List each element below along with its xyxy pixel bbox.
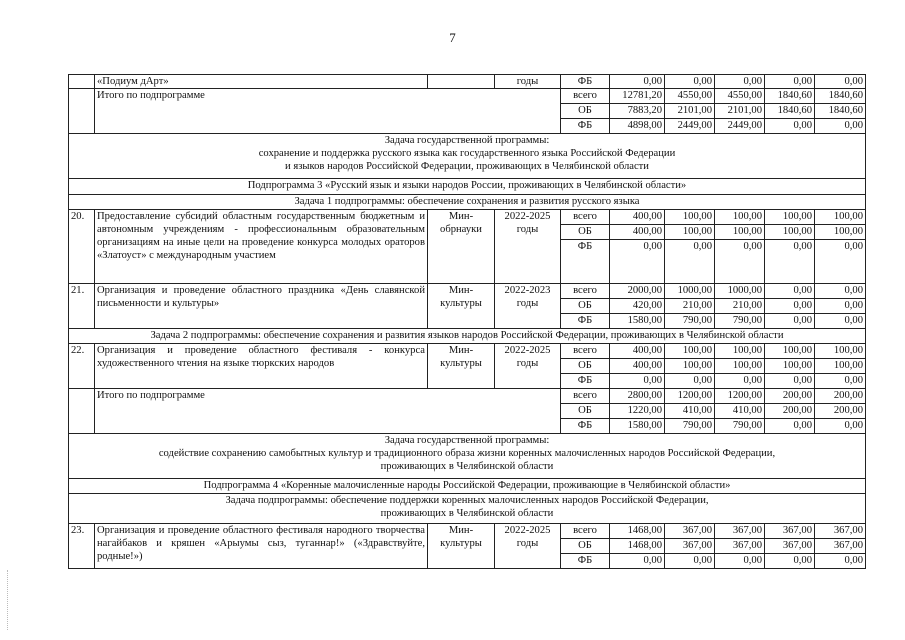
funding-source: ФБ	[561, 419, 610, 434]
subprogram-task	[69, 494, 866, 524]
amount-2024: 0,00	[765, 419, 815, 434]
amount-2025: 200,00	[815, 389, 866, 404]
funding-source: всего	[561, 389, 610, 404]
amount-2022: 410,00	[665, 404, 715, 419]
amount-2024: 100,00	[765, 225, 815, 240]
amount-2023: 210,00	[715, 299, 765, 314]
amount-2024: 0,00	[765, 554, 815, 569]
amount-total: 0,00	[610, 554, 665, 569]
period-cell: 2022-2025 годы	[495, 210, 561, 284]
amount-total: 400,00	[610, 210, 665, 225]
funding-source: всего	[561, 210, 610, 225]
task-heading: Задача государственной программы:	[384, 135, 550, 146]
amount-total: 4898,00	[610, 119, 665, 134]
row-number-cell: 21.	[69, 284, 95, 329]
amount-2023: 0,00	[715, 554, 765, 569]
table-row	[69, 284, 866, 299]
funding-source: ФБ	[561, 314, 610, 329]
amount-2023: 367,00	[715, 524, 765, 539]
amount-total: 0,00	[610, 75, 665, 89]
amount-2022: 100,00	[665, 210, 715, 225]
amount-2023: 1200,00	[715, 389, 765, 404]
scan-artifact	[7, 570, 9, 630]
amount-2024: 0,00	[765, 75, 815, 89]
amount-2024: 1840,60	[765, 89, 815, 104]
measure-name-cell: Организация и проведение областного фестиваля - конкурса художественного чтения на языке тюркских народов	[95, 344, 428, 389]
period-cell: 2022-2025 годы	[495, 524, 561, 569]
amount-2024: 0,00	[765, 119, 815, 134]
amount-2025: 100,00	[815, 344, 866, 359]
amount-total: 420,00	[610, 299, 665, 314]
program-funding-table	[68, 74, 866, 569]
row-number-cell: 20.	[69, 210, 95, 284]
amount-2022: 100,00	[665, 344, 715, 359]
amount-2022: 210,00	[665, 299, 715, 314]
amount-total: 1468,00	[610, 524, 665, 539]
amount-total: 1580,00	[610, 314, 665, 329]
amount-2025: 0,00	[815, 284, 866, 299]
amount-2022: 790,00	[665, 419, 715, 434]
amount-2024: 0,00	[765, 314, 815, 329]
section-heading-row	[69, 134, 866, 179]
amount-2023: 367,00	[715, 539, 765, 554]
amount-total: 400,00	[610, 225, 665, 240]
executor-cell: Мин-обрнауки	[428, 210, 495, 284]
amount-2022: 100,00	[665, 225, 715, 240]
executor-cell: Мин-культуры	[428, 284, 495, 329]
table-row	[69, 75, 866, 89]
total-label: Итого по подпрограмме	[95, 89, 561, 134]
amount-2023: 0,00	[715, 75, 765, 89]
funding-source: ОБ	[561, 104, 610, 119]
amount-2024: 367,00	[765, 539, 815, 554]
amount-2023: 4550,00	[715, 89, 765, 104]
amount-2025: 367,00	[815, 539, 866, 554]
amount-total: 12781,20	[610, 89, 665, 104]
amount-2024: 1840,60	[765, 104, 815, 119]
row-number-cell: 23.	[69, 524, 95, 569]
amount-total: 0,00	[610, 374, 665, 389]
amount-2023: 100,00	[715, 225, 765, 240]
amount-total: 1220,00	[610, 404, 665, 419]
total-row	[69, 389, 866, 404]
amount-total: 1468,00	[610, 539, 665, 554]
funding-source: всего	[561, 284, 610, 299]
amount-2025: 0,00	[815, 240, 866, 284]
amount-2025: 1840,60	[815, 104, 866, 119]
subprogram-row	[69, 179, 866, 195]
amount-2023: 100,00	[715, 359, 765, 374]
funding-source: ФБ	[561, 554, 610, 569]
amount-total: 2800,00	[610, 389, 665, 404]
amount-2024: 200,00	[765, 389, 815, 404]
amount-2025: 100,00	[815, 210, 866, 225]
amount-2023: 1000,00	[715, 284, 765, 299]
amount-2023: 100,00	[715, 210, 765, 225]
amount-2025: 0,00	[815, 75, 866, 89]
subprogram-task: Задача 1 подпрограммы: обеспечение сохранения и развития русского языка	[69, 195, 866, 210]
measure-name-cell: «Подиум дАрт»	[95, 75, 428, 89]
amount-2025: 100,00	[815, 359, 866, 374]
task-text-line: сохранение и поддержка русского языка как государственного языка Российской Федерации	[258, 148, 676, 159]
task-heading: Задача государственной программы:	[384, 435, 550, 446]
amount-2023: 0,00	[715, 240, 765, 284]
row-number-cell	[69, 389, 95, 434]
amount-2022: 367,00	[665, 524, 715, 539]
amount-2025: 0,00	[815, 419, 866, 434]
task-text-line: и языков народов Российской Федерации, проживающих в Челябинской области	[285, 161, 649, 172]
funding-source: всего	[561, 524, 610, 539]
amount-2025: 0,00	[815, 119, 866, 134]
period-cell: 2022-2025 годы	[495, 344, 561, 389]
funding-source: ОБ	[561, 404, 610, 419]
amount-2023: 790,00	[715, 419, 765, 434]
row-number-cell: 22.	[69, 344, 95, 389]
amount-2024: 0,00	[765, 284, 815, 299]
task-text-line: проживающих в Челябинской области	[380, 508, 554, 519]
row-number-cell	[69, 89, 95, 134]
amount-2025: 200,00	[815, 404, 866, 419]
amount-2025: 0,00	[815, 374, 866, 389]
funding-source: ФБ	[561, 240, 610, 284]
amount-2022: 367,00	[665, 539, 715, 554]
funding-source: ФБ	[561, 75, 610, 89]
period-cell: 2022-2023 годы	[495, 284, 561, 329]
funding-source: ФБ	[561, 374, 610, 389]
funding-source: ФБ	[561, 119, 610, 134]
amount-2022: 0,00	[665, 554, 715, 569]
funding-source: всего	[561, 89, 610, 104]
task-text-line: Задача подпрограммы: обеспечение поддержки коренных малочисленных народов Российской Федерации,	[225, 495, 709, 506]
amount-2022: 0,00	[665, 374, 715, 389]
measure-name-cell: Организация и проведение областного фестиваля народного творчества нагайбаков и кряшен «Арыумы сыз, туганнар!» («Здравствуйте, родные!»)	[95, 524, 428, 569]
amount-total: 7883,20	[610, 104, 665, 119]
amount-2022: 2449,00	[665, 119, 715, 134]
amount-total: 2000,00	[610, 284, 665, 299]
amount-2023: 410,00	[715, 404, 765, 419]
total-label: Итого по подпрограмме	[95, 389, 561, 434]
period-cell: годы	[495, 75, 561, 89]
amount-2024: 0,00	[765, 374, 815, 389]
page-number: 7	[449, 30, 456, 45]
amount-2023: 0,00	[715, 374, 765, 389]
subprogram-task: Задача 2 подпрограммы: обеспечение сохранения и развития языков народов Российской Федерации, проживающих в Челябинской области	[69, 329, 866, 344]
state-program-task	[69, 134, 866, 179]
subprogram-task-row	[69, 494, 866, 524]
row-number-cell	[69, 75, 95, 89]
funding-source: ОБ	[561, 299, 610, 314]
amount-2024: 200,00	[765, 404, 815, 419]
amount-2023: 100,00	[715, 344, 765, 359]
amount-2024: 0,00	[765, 240, 815, 284]
funding-source: ОБ	[561, 225, 610, 240]
subprogram-title: Подпрограмма 3 «Русский язык и языки народов России, проживающих в Челябинской области»	[69, 179, 866, 195]
executor-cell: Мин-культуры	[428, 524, 495, 569]
amount-total: 400,00	[610, 359, 665, 374]
measure-name-cell: Предоставление субсидий областным государственным бюджетным и автономным учреждениям - профессиональным образовательным организациям на иные цели на проведение конкурса молодых ораторов «Златоуст» с международным участием	[95, 210, 428, 284]
amount-2025: 0,00	[815, 299, 866, 314]
task-text-line: проживающих в Челябинской области	[380, 461, 554, 472]
table-row	[69, 210, 866, 225]
amount-2022: 0,00	[665, 240, 715, 284]
section-heading-row	[69, 434, 866, 479]
amount-2024: 100,00	[765, 344, 815, 359]
amount-2025: 1840,60	[815, 89, 866, 104]
subprogram-task-row	[69, 329, 866, 344]
amount-2022: 100,00	[665, 359, 715, 374]
amount-total: 0,00	[610, 240, 665, 284]
amount-2025: 0,00	[815, 554, 866, 569]
measure-name-cell: Организация и проведение областного праздника «День славянской письменности и культуры»	[95, 284, 428, 329]
amount-2022: 1200,00	[665, 389, 715, 404]
executor-cell: Мин-культуры	[428, 344, 495, 389]
amount-2025: 100,00	[815, 225, 866, 240]
amount-2024: 0,00	[765, 299, 815, 314]
amount-2024: 100,00	[765, 359, 815, 374]
amount-total: 400,00	[610, 344, 665, 359]
amount-2023: 2449,00	[715, 119, 765, 134]
amount-2023: 2101,00	[715, 104, 765, 119]
state-program-task	[69, 434, 866, 479]
funding-source: всего	[561, 344, 610, 359]
amount-2023: 790,00	[715, 314, 765, 329]
funding-source: ОБ	[561, 359, 610, 374]
amount-total: 1580,00	[610, 419, 665, 434]
subprogram-task-row	[69, 195, 866, 210]
amount-2022: 0,00	[665, 75, 715, 89]
amount-2022: 4550,00	[665, 89, 715, 104]
subprogram-row	[69, 479, 866, 494]
table-row	[69, 524, 866, 539]
task-text-line: содействие сохранению самобытных культур и традиционного образа жизни коренных малочисленных народов Российской Федерации,	[158, 448, 776, 459]
subprogram-title: Подпрограмма 4 «Коренные малочисленные народы Российской Федерации, проживающие в Челябинской области»	[69, 479, 866, 494]
executor-cell	[428, 75, 495, 89]
table-row	[69, 344, 866, 359]
amount-2022: 790,00	[665, 314, 715, 329]
amount-2024: 100,00	[765, 210, 815, 225]
total-row	[69, 89, 866, 104]
funding-source: ОБ	[561, 539, 610, 554]
amount-2025: 0,00	[815, 314, 866, 329]
amount-2022: 1000,00	[665, 284, 715, 299]
amount-2022: 2101,00	[665, 104, 715, 119]
amount-2025: 367,00	[815, 524, 866, 539]
amount-2024: 367,00	[765, 524, 815, 539]
